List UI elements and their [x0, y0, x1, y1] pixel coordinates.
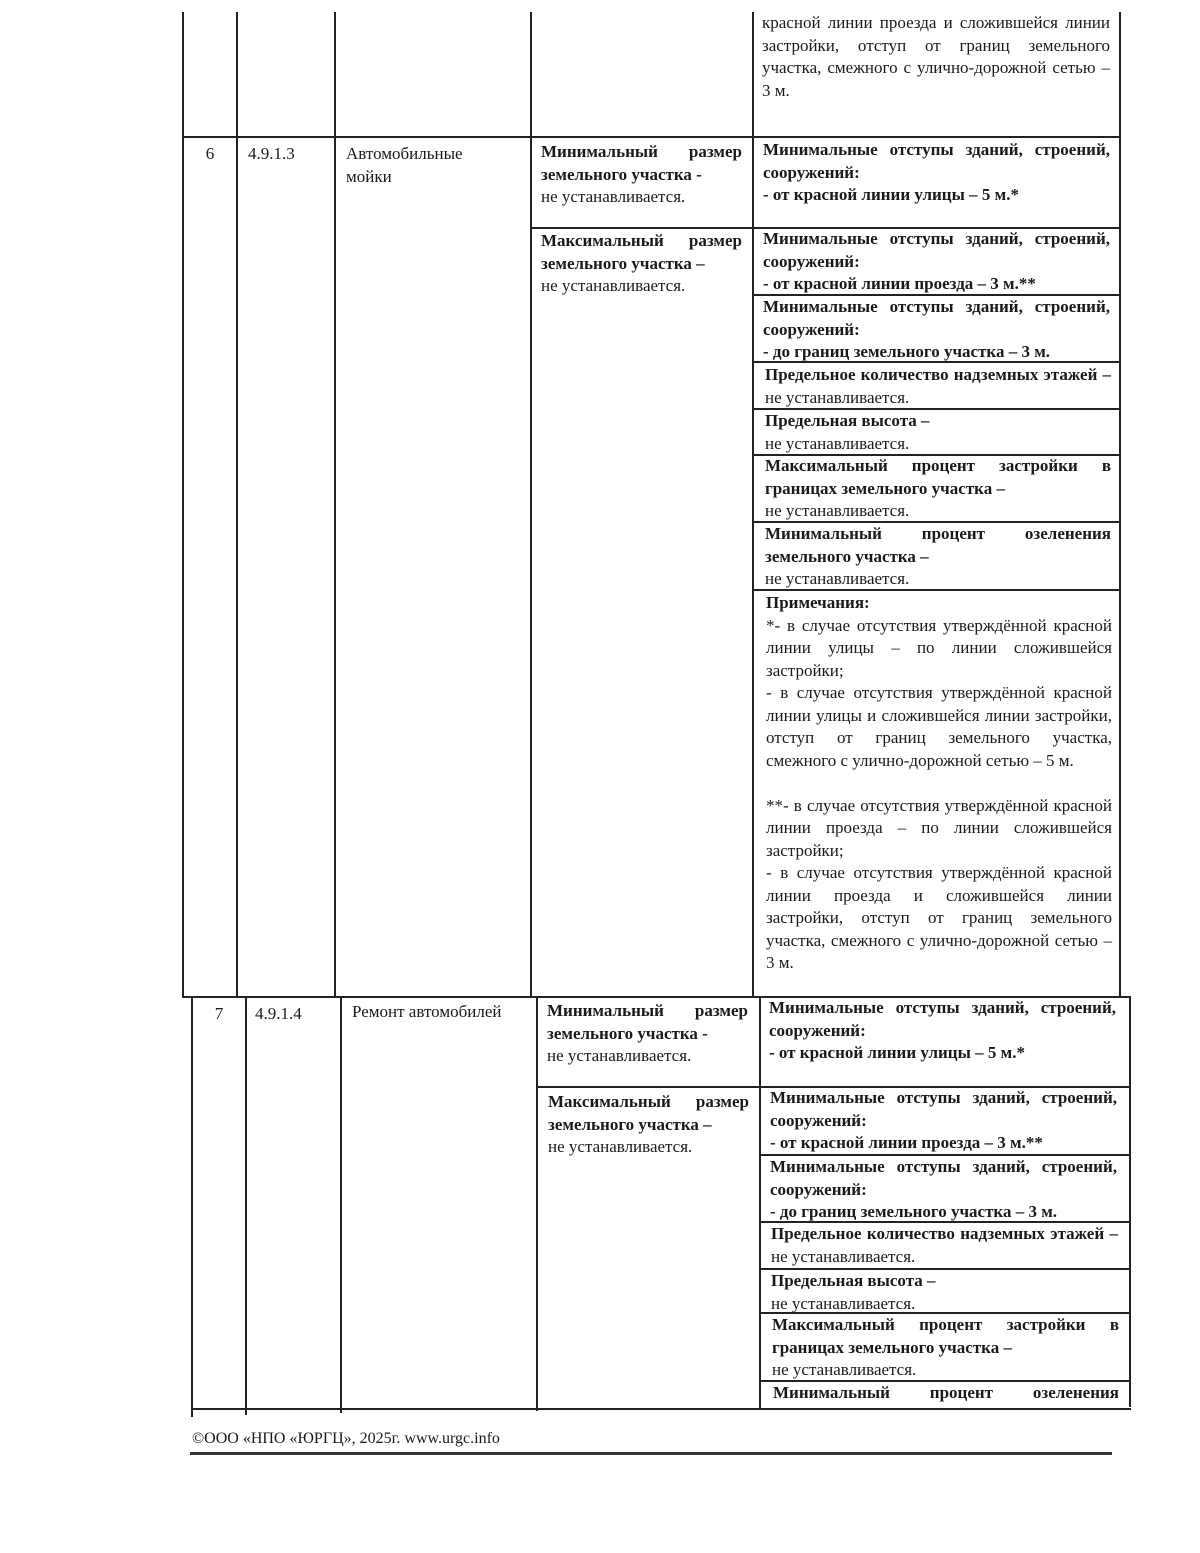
param-cell: [763, 296, 1110, 364]
min-land-size: [547, 1000, 748, 1068]
note-text: - в случае отсутствия утверждённой красной линии проезда и сложившейся линии застройки, отступ от границ земельного участка, смежного с улично-дорожной сетью – 3 м.: [766, 863, 1112, 972]
column-divider: [236, 12, 238, 997]
param-cell: [771, 1270, 1118, 1315]
param-title: Минимальные отступы зданий, строений, сооружений:: [769, 998, 1116, 1040]
max-land-size: [548, 1091, 749, 1159]
param-title: Минимальные отступы зданий, строений, сооружений:: [763, 297, 1110, 339]
param-cell: [773, 1382, 1119, 1406]
param-cell: [763, 139, 1110, 207]
param-value: не устанавливается.: [765, 387, 910, 407]
note-text: - в случае отсутствия утверждённой красной линии улицы и сложившейся линии застройки, отступ от границ земельного участка, смежного с улично-дорожной сетью – 5 м.: [766, 683, 1112, 770]
param-cell: [765, 455, 1111, 523]
table-border-right: [1129, 997, 1131, 1407]
param-value: не устанавливается.: [765, 501, 910, 520]
column-divider: [752, 12, 754, 997]
param-value: не устанавливается.: [771, 1246, 916, 1266]
min-land-size-title: Минимальный размер земельного участка -: [547, 1001, 748, 1043]
max-land-size-value: не устанавливается.: [541, 276, 686, 295]
row-use-name: Ремонт автомобилей: [352, 1002, 502, 1021]
param-title: Предельная высота –: [771, 1271, 936, 1290]
row-use-name: Автомобильные мойки: [346, 144, 463, 186]
param-title: Предельное количество надземных этажей –: [765, 365, 1111, 384]
column-divider: [536, 997, 538, 1411]
param-cell: [770, 1156, 1117, 1224]
param-cell: [765, 364, 1111, 409]
param-value: не устанавливается.: [765, 569, 910, 588]
param-title: Максимальный процент застройки в границах земельного участка –: [772, 1315, 1119, 1357]
param-title: Минимальные отступы зданий, строений, сооружений:: [763, 140, 1110, 182]
row-code: 4.9.1.4: [255, 1004, 302, 1023]
footer-rule: [190, 1452, 1112, 1455]
param-value: - от красной линии проезда – 3 м.**: [763, 274, 1036, 293]
note-text: *- в случае отсутствия утверждённой красной линии улицы – по линии сложившейся застройки;: [766, 615, 1112, 680]
param-cell: [771, 1223, 1118, 1268]
param-title: Максимальный процент застройки в границах земельного участка –: [765, 456, 1111, 498]
table-border-left: [191, 997, 193, 1417]
page-footer: ©ООО «НПО «ЮРГЦ», 2025г. www.urgc.info: [192, 1430, 500, 1447]
column-divider: [759, 997, 761, 1409]
param-value: - от красной линии улицы – 5 м.*: [769, 1043, 1025, 1062]
min-land-size-value: не устанавливается.: [547, 1046, 692, 1065]
min-land-size: [541, 141, 742, 209]
max-land-size-title: Максимальный размер земельного участка –: [548, 1092, 749, 1134]
row-divider: [191, 1408, 1131, 1410]
param-cell: [770, 1087, 1117, 1155]
max-land-size: [541, 230, 742, 298]
row-number: 7: [214, 1004, 224, 1023]
param-value: не устанавливается.: [772, 1360, 917, 1379]
column-divider: [245, 997, 247, 1415]
param-value: не устанавливается.: [765, 433, 910, 453]
note-text: **- в случае отсутствия утверждённой красной линии проезда – по линии сложившейся застройки;: [766, 795, 1112, 860]
min-land-size-value: не устанавливается.: [541, 187, 686, 206]
param-cell: [765, 523, 1111, 591]
min-land-size-title: Минимальный размер земельного участка -: [541, 142, 742, 184]
max-land-size-value: не устанавливается.: [548, 1137, 693, 1156]
table-border-right: [1119, 12, 1121, 997]
param-value: не устанавливается.: [771, 1293, 916, 1313]
column-divider: [340, 997, 342, 1413]
param-value: - от красной линии проезда – 3 м.**: [770, 1133, 1043, 1152]
param-title: Минимальный процент озеленения: [773, 1383, 1119, 1402]
param-title: Минимальные отступы зданий, строений, сооружений:: [770, 1157, 1117, 1199]
notes-title: Примечания:: [766, 593, 870, 612]
column-divider: [530, 12, 532, 997]
row-code: 4.9.1.3: [248, 144, 295, 163]
param-title: Предельная высота –: [765, 411, 930, 430]
max-land-size-title: Максимальный размер земельного участка –: [541, 231, 742, 273]
notes-cell: [766, 592, 1112, 975]
column-divider: [334, 12, 336, 997]
param-title: Минимальные отступы зданий, строений, сооружений:: [770, 1088, 1117, 1130]
row-number: 6: [205, 144, 215, 163]
param-cell: [769, 997, 1116, 1065]
param-cell: [772, 1314, 1119, 1382]
param-title: Предельное количество надземных этажей –: [771, 1224, 1118, 1243]
param-value: - до границ земельного участка – 3 м.: [763, 342, 1051, 361]
param-title: Минимальные отступы зданий, строений, сооружений:: [763, 229, 1110, 271]
param-cell: [763, 228, 1110, 296]
carryover-text: красной линии проезда и сложившейся линии застройки, отступ от границ земельного участка, смежного с улично-дорожной сетью – 3 м.: [762, 13, 1110, 100]
param-cell: [765, 410, 1111, 455]
param-value: - от красной линии улицы – 5 м.*: [763, 185, 1019, 204]
param-title: Минимальный процент озеленения земельного участка –: [765, 524, 1111, 566]
row-divider: [182, 136, 1121, 138]
param-value: - до границ земельного участка – 3 м.: [770, 1202, 1058, 1221]
